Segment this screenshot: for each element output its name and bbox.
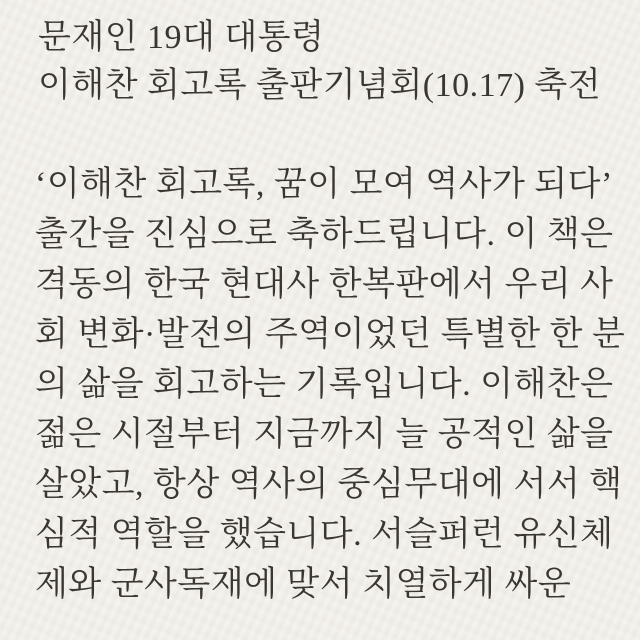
document-header [38, 14, 620, 110]
body-text-line: 제와 군사독재에 맞서 치열하게 싸운 [35, 566, 572, 603]
header-subtitle-line: 이해찬 회고록 출판기념회(10.17) 축전 [38, 67, 602, 104]
body-text-line: 회 변화·발전의 주역이었던 특별한 한 분 [35, 316, 626, 353]
body-text-line: 젊은 시절부터 지금까지 늘 공적인 삶을 [35, 416, 614, 453]
body-text-line: 출간을 진심으로 축하드립니다. 이 책은 [35, 216, 614, 253]
body-text-line: 격동의 한국 현대사 한복판에서 우리 사 [35, 266, 614, 303]
message-body [35, 160, 625, 610]
body-text-line: 의 삶을 회고하는 기록입니다. 이해찬은 [35, 366, 614, 403]
body-text-line: ‘이해찬 회고록, 꿈이 모여 역사가 되다’ [35, 166, 613, 203]
body-text-line: 살았고, 항상 역사의 중심무대에 서서 핵 [35, 466, 623, 503]
header-title-line: 문재인 19대 대통령 [38, 19, 325, 56]
body-text-line: 심적 역할을 했습니다. 서슬퍼런 유신체 [35, 516, 614, 553]
